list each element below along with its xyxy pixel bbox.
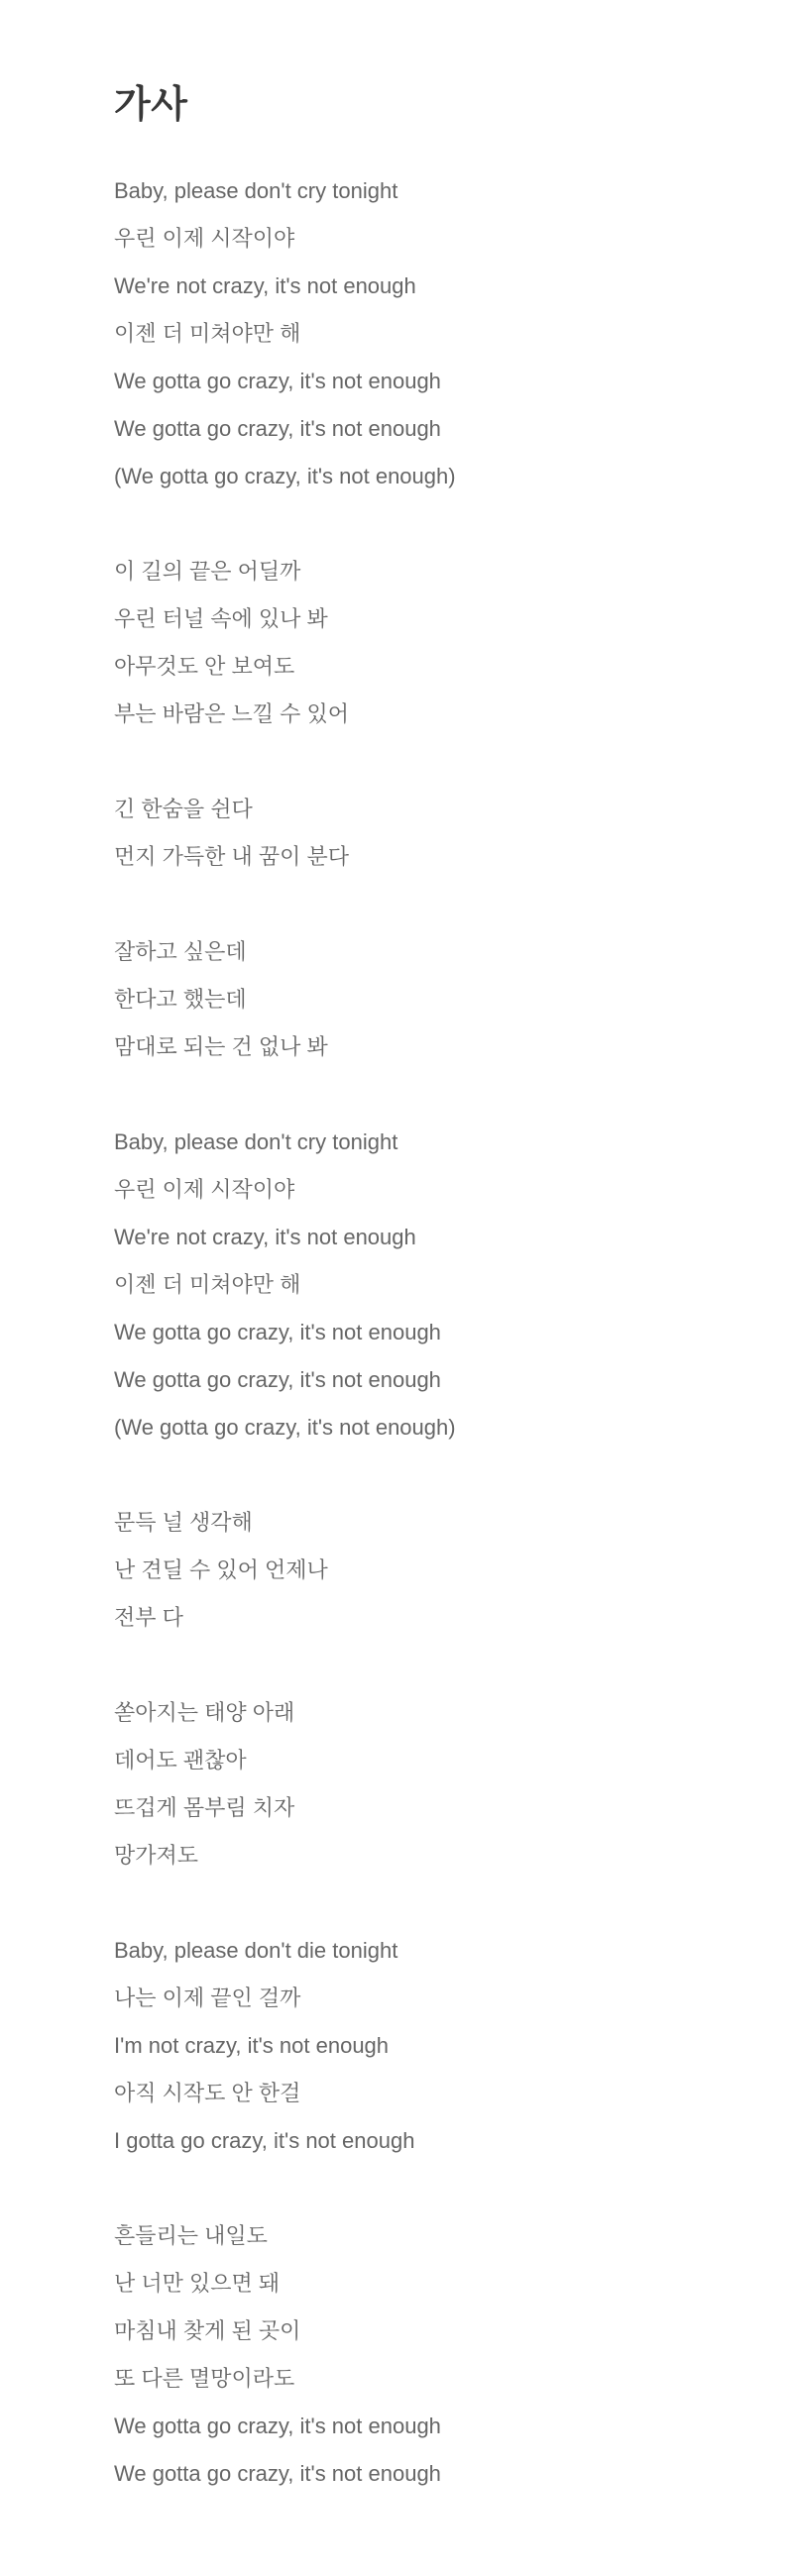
lyric-line: 우린 이제 시작이야 [114,226,295,251]
lyric-line: 난 견딜 수 있어 언제나 [114,1557,328,1582]
lyric-line: We're not crazy, it's not enough [114,1225,416,1249]
lyric-line: 데어도 괜찮아 [114,1748,247,1772]
lyric-line: 먼지 가득한 내 꿈이 분다 [114,844,349,869]
lyric-line: I gotta go crazy, it's not enough [114,2128,415,2153]
lyric-line: 잘하고 싶은데 [114,939,247,964]
lyric-line: We gotta go crazy, it's not enough [114,2414,441,2438]
lyric-line: We gotta go crazy, it's not enough [114,1367,441,1392]
lyric-line: 또 다른 멸망이라도 [114,2366,295,2391]
lyric-line: 부는 바람은 느낄 수 있어 [114,701,349,726]
lyric-line: 나는 이제 끝인 걸까 [114,1986,301,2010]
lyric-line: 긴 한숨을 쉰다 [114,797,253,821]
lyric-line: 망가져도 [114,1843,199,1868]
lyric-line: We gotta go crazy, it's not enough [114,416,441,441]
stanza [114,1119,734,1451]
lyric-line: 이젠 더 미쳐야만 해 [114,321,301,346]
stanza [114,786,734,881]
lyric-line: 쏟아지는 태양 아래 [114,1700,295,1725]
stanza [114,167,734,500]
lyric-line: 이 길의 끝은 어딜까 [114,559,301,584]
lyrics-body [114,167,734,2498]
lyric-line: 한다고 했는데 [114,987,247,1012]
lyric-line: 우린 터널 속에 있나 봐 [114,606,328,631]
lyric-line: Baby, please don't cry tonight [114,178,398,203]
lyric-line: 우린 이제 시작이야 [114,1177,295,1202]
lyric-line: 이젠 더 미쳐야만 해 [114,1272,301,1297]
stanza [114,1499,734,1642]
lyric-line: 아직 시작도 안 한걸 [114,2081,301,2105]
lyric-line: 난 너만 있으면 돼 [114,2271,281,2296]
lyric-line: 문득 널 생각해 [114,1510,253,1535]
stanza [114,928,734,1071]
lyric-line: 아무것도 안 보여도 [114,654,295,679]
lyric-line: Baby, please don't die tonight [114,1938,398,1963]
lyric-line: 전부 다 [114,1605,183,1630]
lyric-line: We gotta go crazy, it's not enough [114,369,441,393]
lyric-line: (We gotta go crazy, it's not enough) [114,464,456,488]
lyric-line: 마침내 찾게 된 곳이 [114,2318,301,2343]
lyric-line: We gotta go crazy, it's not enough [114,1320,441,1344]
lyric-line: 흔들리는 내일도 [114,2223,268,2248]
stanza [114,1927,734,2165]
lyric-line: 뜨겁게 몸부림 치자 [114,1795,295,1820]
lyric-line: We're not crazy, it's not enough [114,273,416,298]
stanza [114,548,734,738]
lyric-line: I'm not crazy, it's not enough [114,2033,390,2058]
lyric-line: 맘대로 되는 건 없나 봐 [114,1034,328,1059]
lyric-line: (We gotta go crazy, it's not enough) [114,1415,456,1440]
lyric-line: We gotta go crazy, it's not enough [114,2461,441,2486]
stanza [114,2212,734,2498]
lyric-line: Baby, please don't cry tonight [114,1129,398,1154]
stanza [114,1689,734,1879]
page-title: 가사 [114,84,188,126]
